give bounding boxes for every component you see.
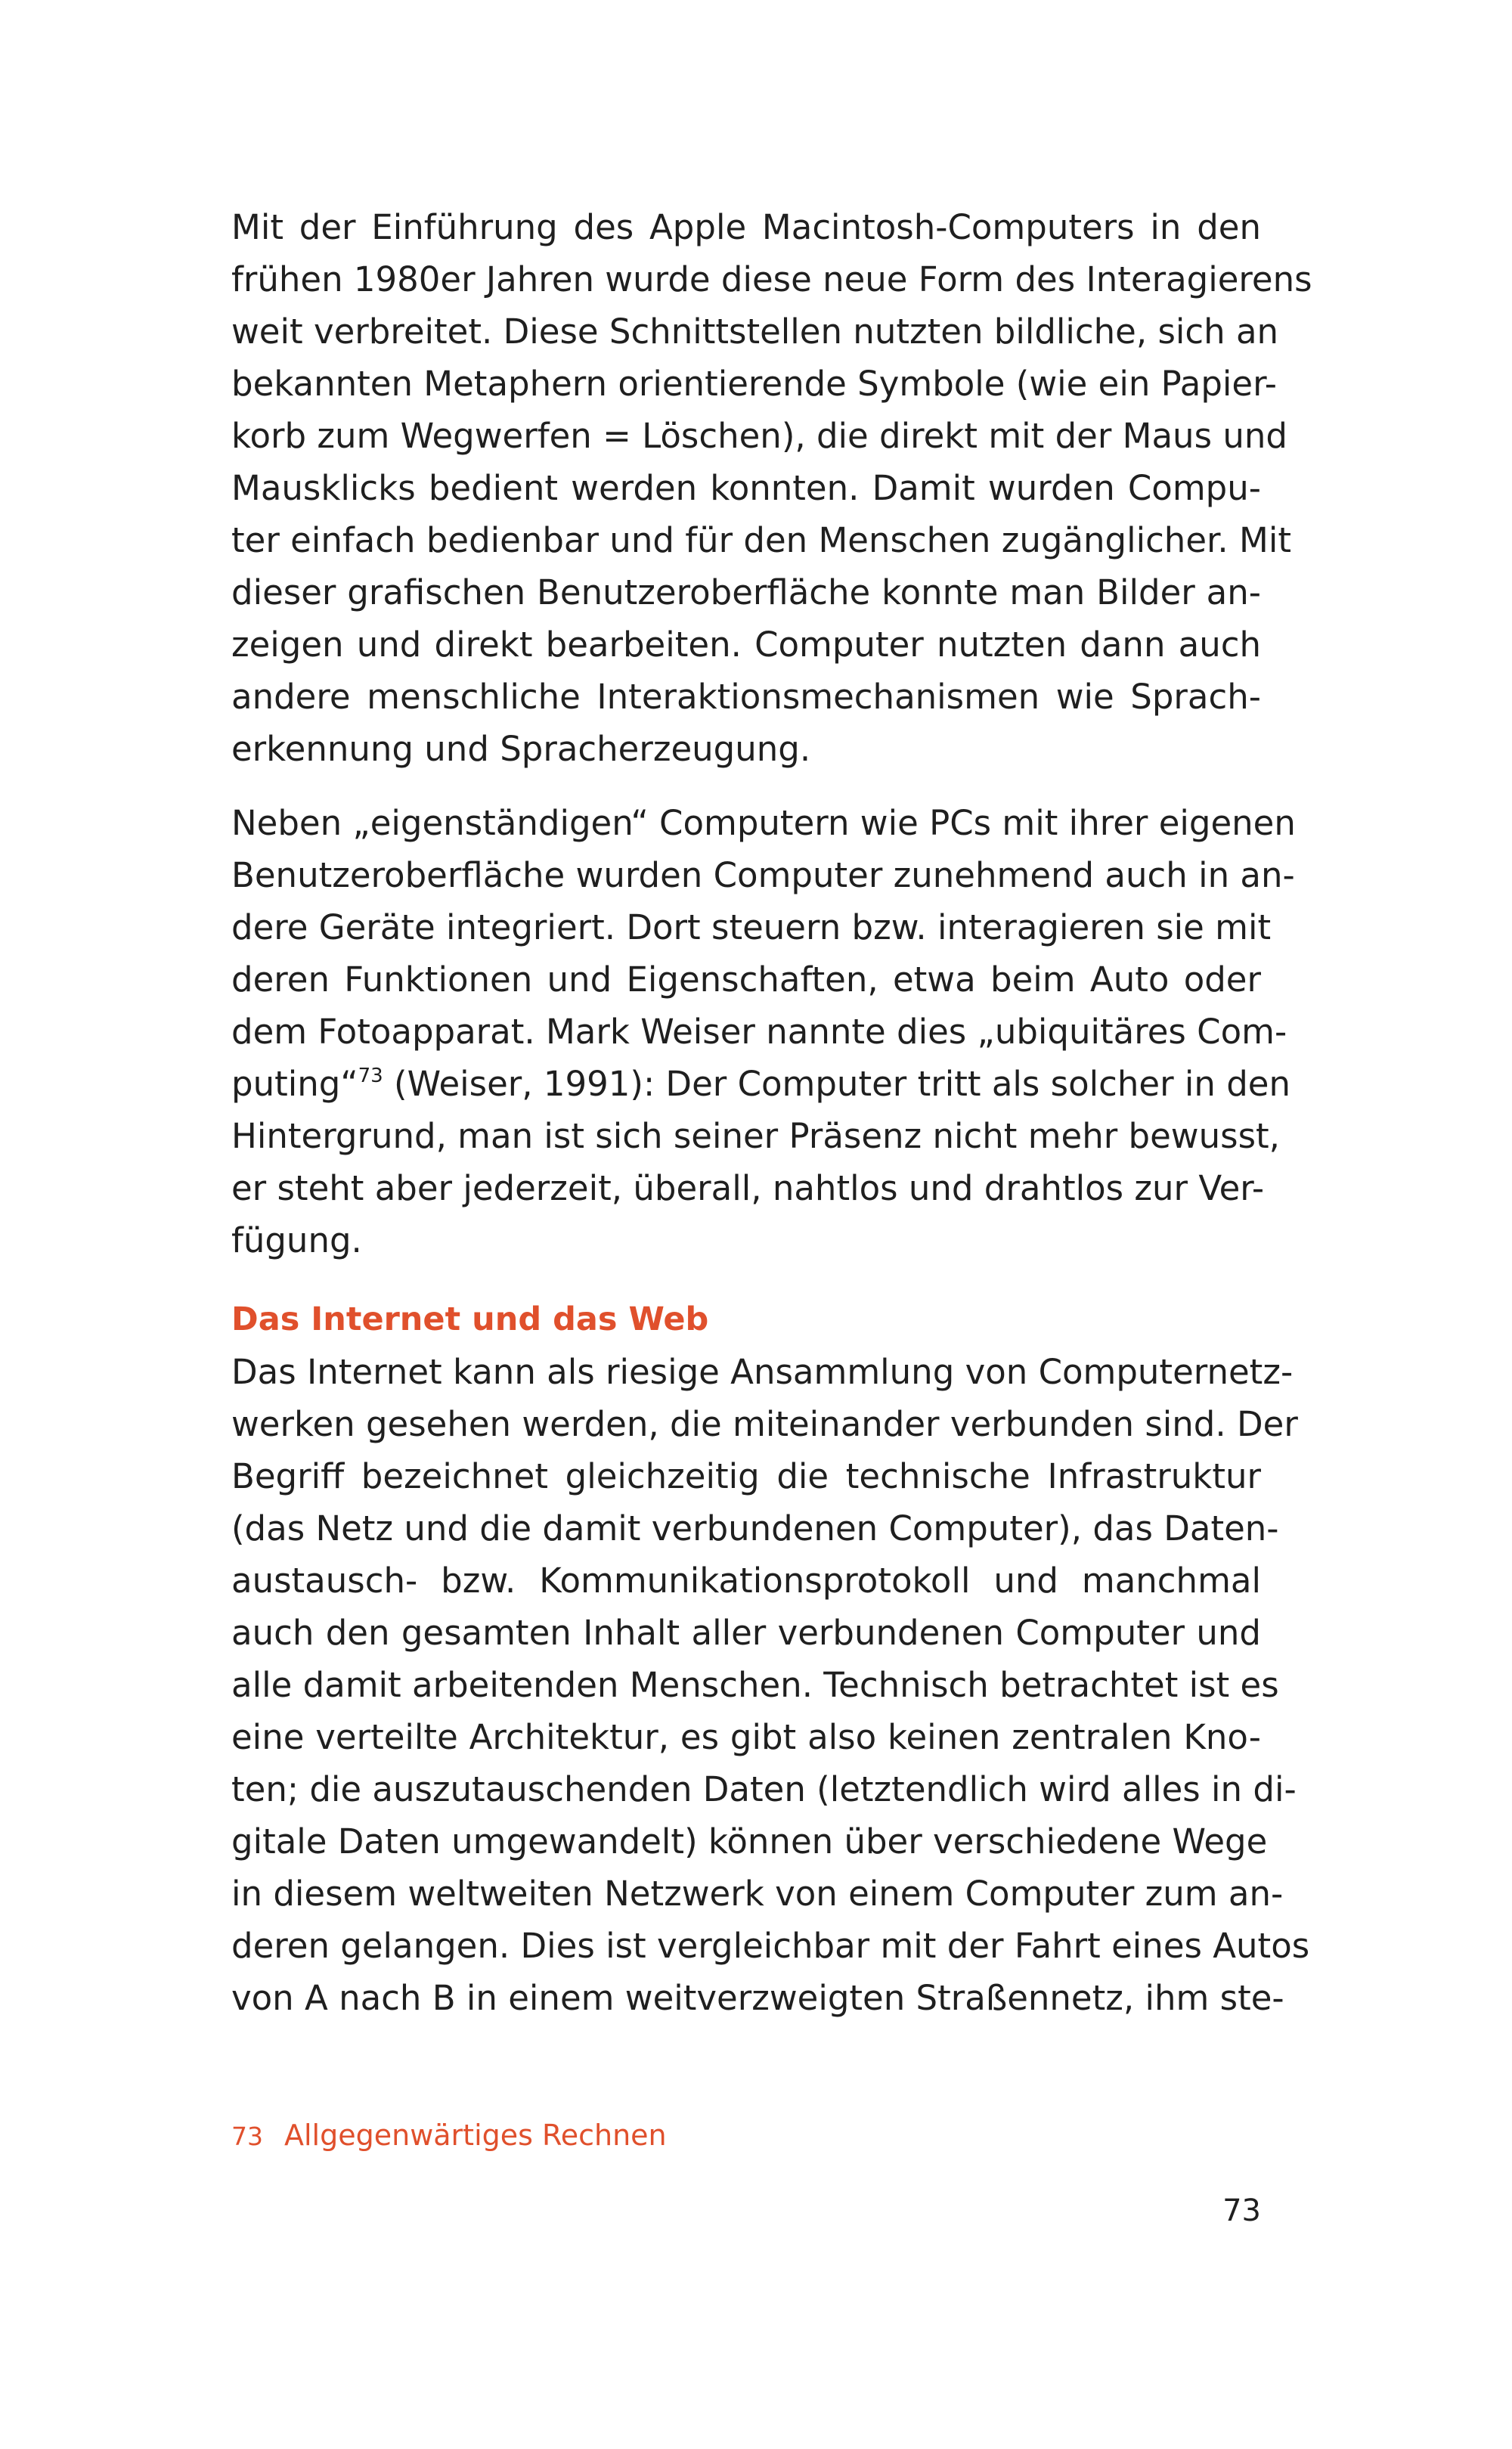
footnote	[231, 2114, 667, 2156]
text-line: Begriff bezeichnet gleichzeitig die technische Infrastruktur	[231, 1456, 1261, 1496]
text-line: Hintergrund, man ist sich seiner Präsenz nicht mehr bewusst,	[231, 1116, 1280, 1156]
footnote-number: 73	[231, 2122, 263, 2151]
text-line: fügung.	[231, 1220, 362, 1260]
text-line: andere menschliche Interaktionsmechanismen wie Sprach-	[231, 677, 1261, 717]
text-line: in diesem weltweiten Netzwerk von einem Computer zum an-	[231, 1874, 1284, 1914]
text-line: von A nach B in einem weitverzweigten Straßennetz, ihm ste-	[231, 1978, 1284, 2018]
text-line: eine verteilte Architektur, es gibt also keinen zentralen Kno-	[231, 1717, 1261, 1757]
text-line: weit verbreitet. Diese Schnittstellen nutzten bildliche, sich an	[231, 312, 1279, 352]
text-line: gitale Daten umgewandelt) können über verschiedene Wege	[231, 1821, 1268, 1862]
paragraph-ubiquitous-computing	[231, 797, 1296, 1266]
text-line: bekannten Metaphern orientierende Symbole (wie ein Papier-	[231, 364, 1277, 404]
text-line: werken gesehen werden, die miteinander verbunden sind. Der	[231, 1404, 1298, 1444]
text-line: dere Geräte integriert. Dort steuern bzw. interagieren sie mit	[231, 907, 1272, 947]
text-line: alle damit arbeitenden Menschen. Technisch betrachtet ist es	[231, 1665, 1279, 1705]
footnote-reference[interactable]: 73	[358, 1065, 383, 1087]
footnote-text: Allgegenwärtiges Rechnen	[284, 2119, 667, 2152]
text-line: austausch- bzw. Kommunikationsprotokoll und manchmal	[231, 1561, 1261, 1601]
text-line: Mit der Einführung des Apple Macintosh-Computers in den	[231, 207, 1261, 247]
text-line: korb zum Wegwerfen = Löschen), die direkt mit der Maus und	[231, 416, 1287, 456]
text-line: ter einfach bedienbar und für den Menschen zugänglicher. Mit	[231, 520, 1291, 560]
paragraph-macintosh	[231, 201, 1312, 775]
text-fragment: (Weiser, 1991): Der Computer tritt als solcher in den	[383, 1064, 1290, 1104]
text-line: frühen 1980er Jahren wurde diese neue Form des Interagierens	[231, 259, 1312, 299]
text-line: deren gelangen. Dies ist vergleichbar mit der Fahrt eines Autos	[231, 1926, 1310, 1966]
text-line: ten; die auszutauschenden Daten (letztendlich wird alles in di-	[231, 1769, 1297, 1809]
text-line: (das Netz und die damit verbundenen Computer), das Daten-	[231, 1508, 1279, 1548]
text-line: erkennung und Spracherzeugung.	[231, 729, 811, 769]
section-heading: Das Internet und das Web	[231, 1300, 709, 1338]
text-line: dem Fotoapparat. Mark Weiser nannte dies „ubiquitäres Com-	[231, 1012, 1287, 1052]
paragraph-internet	[231, 1346, 1310, 2024]
text-line: Benutzeroberfläche wurden Computer zunehmend auch in an-	[231, 855, 1295, 895]
text-line: er steht aber jederzeit, überall, nahtlos und drahtlos zur Ver-	[231, 1168, 1265, 1208]
page-number: 73	[1222, 2193, 1261, 2228]
text-line-with-footnote	[231, 1058, 1290, 1110]
text-line: Mausklicks bedient werden konnten. Damit wurden Compu-	[231, 468, 1261, 508]
text-line: Neben „eigenständigen“ Computern wie PCs mit ihrer eigenen	[231, 803, 1296, 843]
text-line: zeigen und direkt bearbeiten. Computer nutzten dann auch	[231, 625, 1261, 665]
text-fragment: puting“	[231, 1064, 358, 1104]
text-line: deren Funktionen und Eigenschaften, etwa beim Auto oder	[231, 959, 1261, 1000]
text-line: Das Internet kann als riesige Ansammlung von Computernetz-	[231, 1352, 1294, 1392]
text-line: dieser grafischen Benutzeroberfläche konnte man Bilder an-	[231, 572, 1261, 612]
text-line: auch den gesamten Inhalt aller verbundenen Computer und	[231, 1613, 1261, 1653]
